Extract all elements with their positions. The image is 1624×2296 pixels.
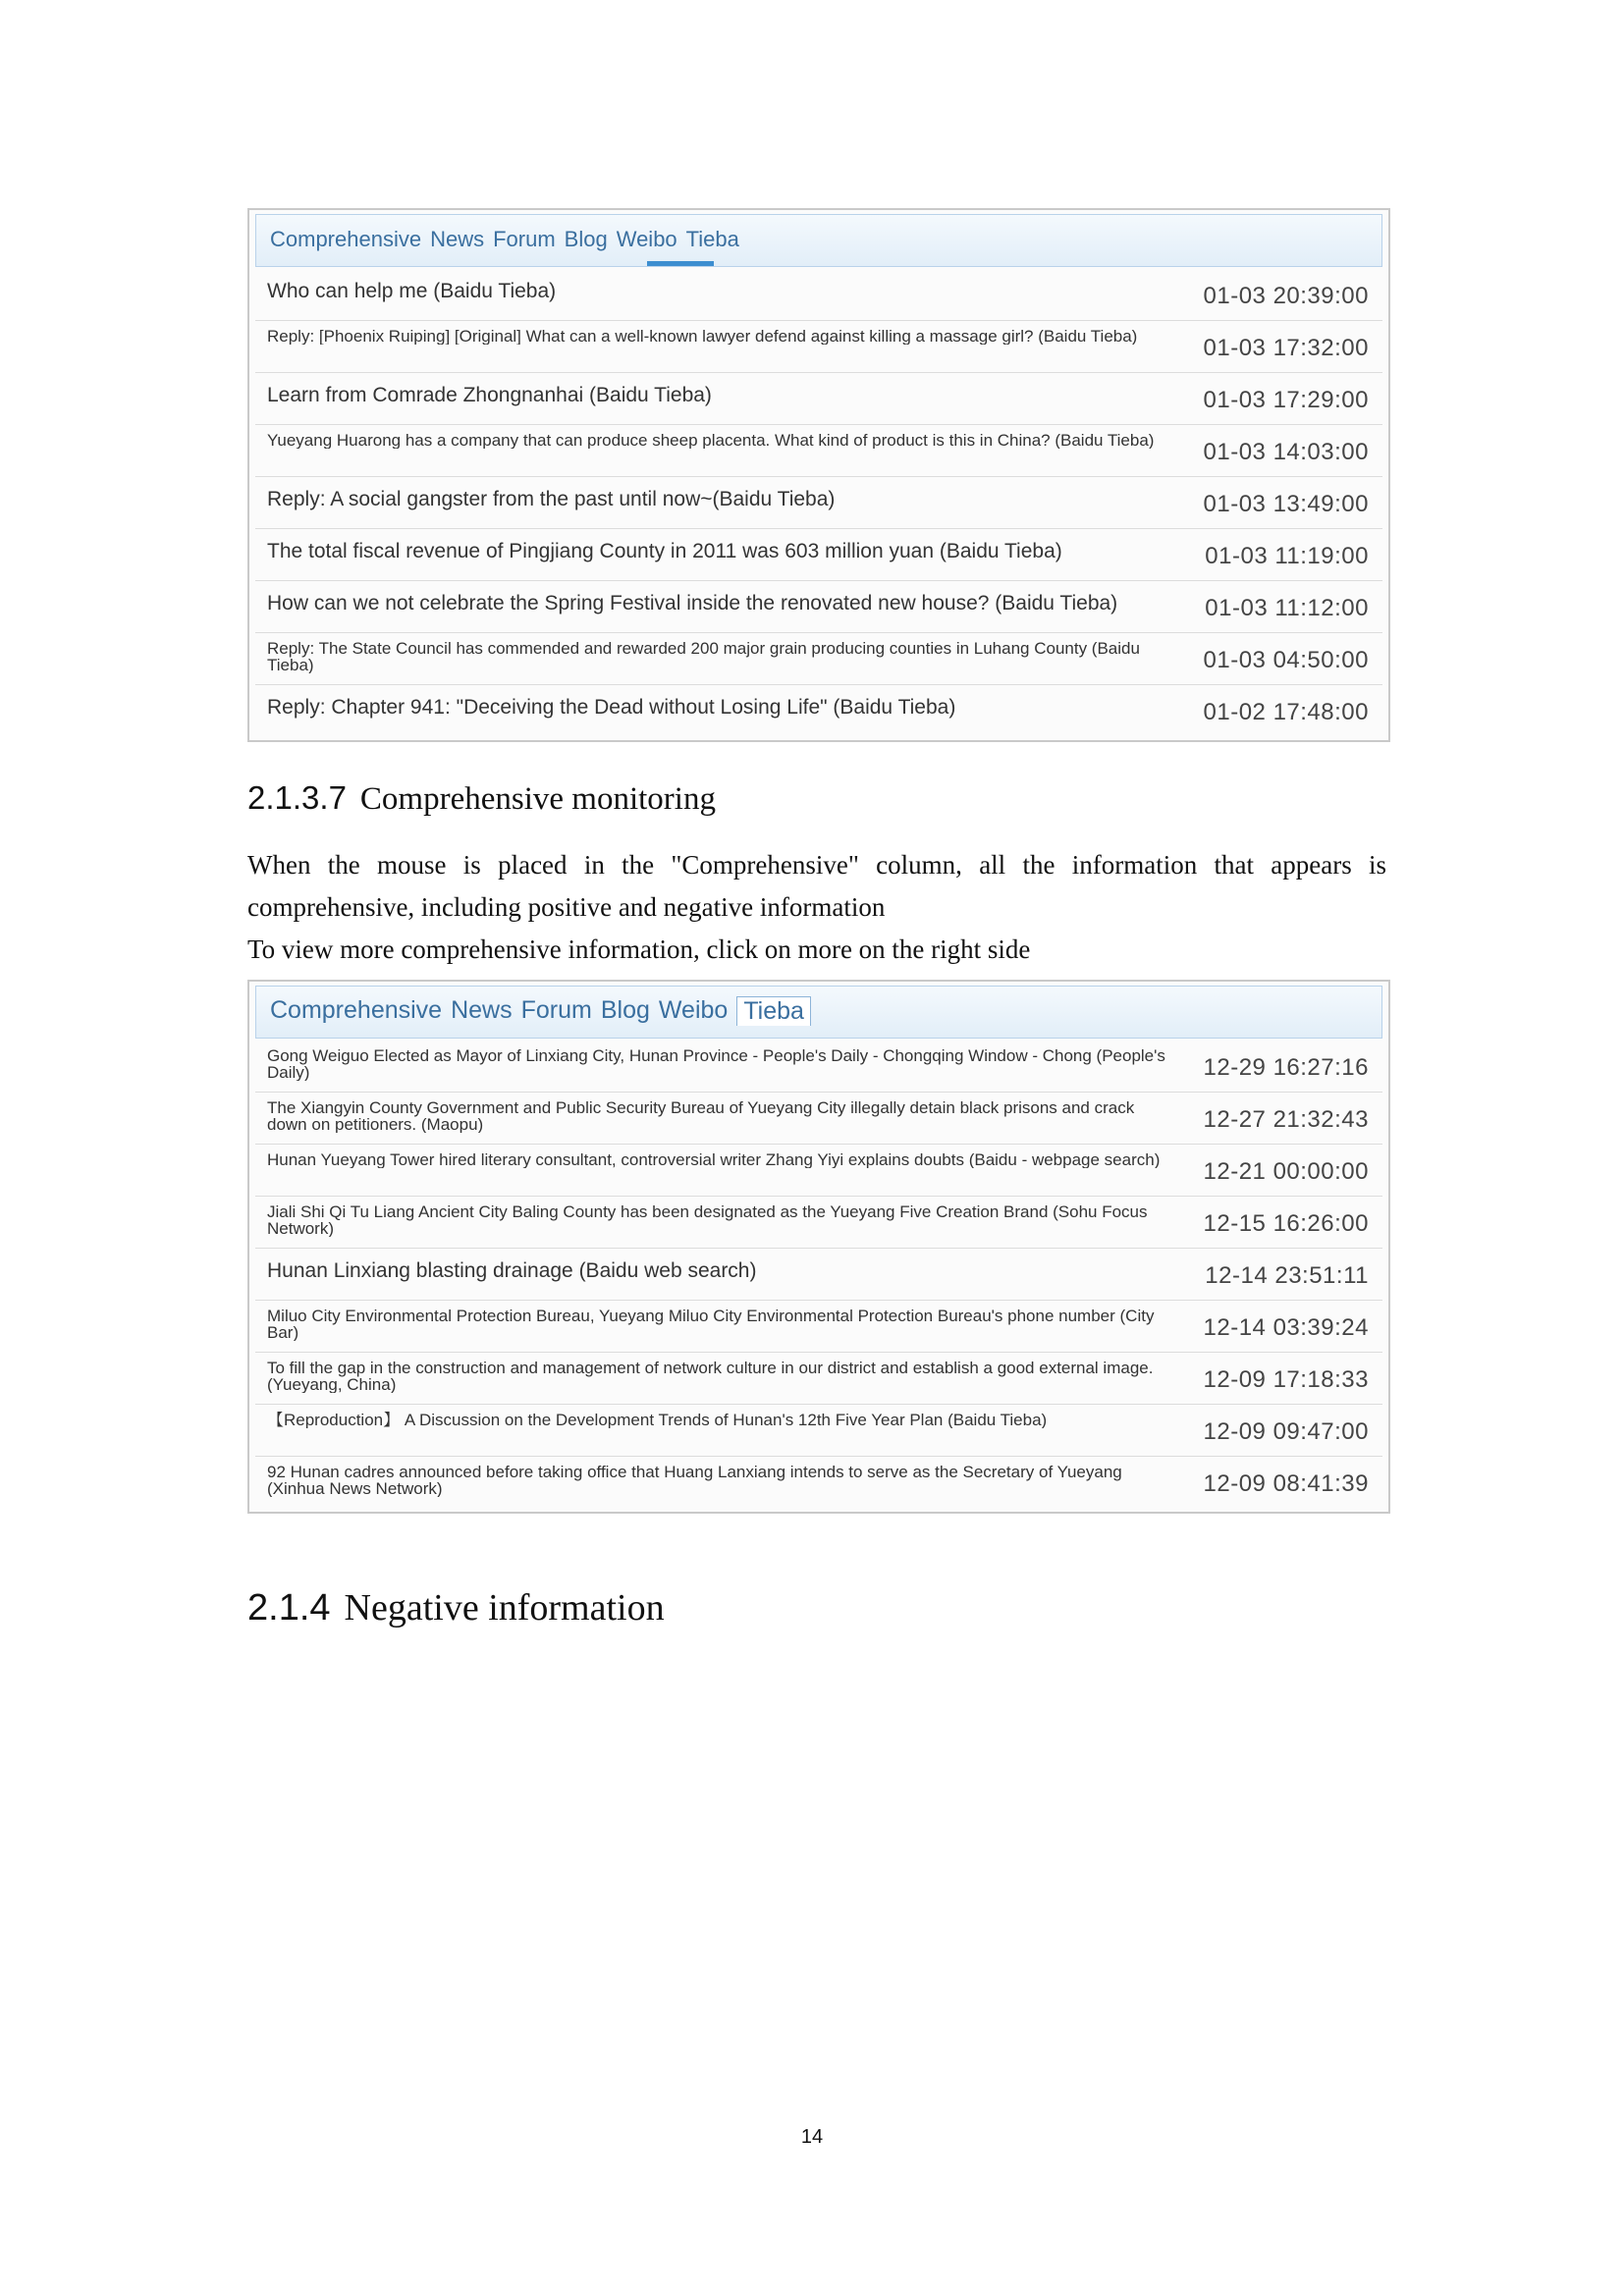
- item-time: 12-14 03:39:24: [1203, 1314, 1369, 1341]
- item-time: 01-03 17:29:00: [1203, 387, 1369, 413]
- item-time: 12-29 16:27:16: [1203, 1054, 1369, 1081]
- item-time: 01-03 11:19:00: [1205, 543, 1369, 569]
- item-time: 12-21 00:00:00: [1203, 1158, 1369, 1185]
- section-heading-214: [247, 1586, 665, 1629]
- item-time: 12-27 21:32:43: [1203, 1106, 1369, 1133]
- item-title[interactable]: How can we not celebrate the Spring Festival inside the renovated new house? (Baidu Tieba): [267, 592, 1118, 614]
- list-item[interactable]: [255, 321, 1382, 373]
- category-tab-bar: [255, 214, 1382, 267]
- paragraph-comprehensive-description: When the mouse is placed in the "Comprehensive" column, all the information that appears is comprehensive, including positive and negative information: [247, 850, 1386, 922]
- list-item[interactable]: [255, 633, 1382, 685]
- item-title[interactable]: Reply: A social gangster from the past until now~(Baidu Tieba): [267, 488, 836, 510]
- list-item[interactable]: [255, 1041, 1382, 1093]
- item-time: 01-03 11:12:00: [1205, 595, 1369, 621]
- list-item[interactable]: [255, 1405, 1382, 1457]
- tab-list: [270, 996, 811, 1026]
- list-item[interactable]: [255, 1093, 1382, 1145]
- list-item[interactable]: [255, 1457, 1382, 1508]
- list-item[interactable]: [255, 1249, 1382, 1301]
- list-item[interactable]: [255, 581, 1382, 633]
- tab-tieba[interactable]: Tieba: [736, 996, 811, 1026]
- item-time: 01-03 17:32:00: [1203, 335, 1369, 361]
- item-title[interactable]: The total fiscal revenue of Pingjiang County in 2011 was 603 million yuan (Baidu Tieba): [267, 540, 1062, 562]
- tab-blog[interactable]: Blog: [600, 996, 650, 1024]
- item-title[interactable]: 【Reproduction】 A Discussion on the Development Trends of Hunan's 12th Five Year Plan (Baidu Tieba): [267, 1412, 1048, 1428]
- item-title[interactable]: 92 Hunan cadres announced before taking office that Huang Lanxiang intends to serve as the Secretary of Yueyang (Xinhua News Network): [267, 1464, 1122, 1497]
- item-title[interactable]: Yueyang Huarong has a company that can produce sheep placenta. What kind of product is this in China? (Baidu Tieba): [267, 432, 1155, 449]
- list-item[interactable]: [255, 1301, 1382, 1353]
- list-item[interactable]: [255, 685, 1382, 736]
- comprehensive-monitor-panel: [247, 980, 1390, 1514]
- tab-blog[interactable]: Blog: [564, 227, 608, 251]
- item-title[interactable]: Who can help me (Baidu Tieba): [267, 280, 557, 302]
- item-time: 12-09 09:47:00: [1203, 1418, 1369, 1445]
- item-title[interactable]: The Xiangyin County Government and Public Security Bureau of Yueyang City illegally detain black prisons and crack down on petitioners. (Maopu): [267, 1099, 1135, 1133]
- item-time: 01-02 17:48:00: [1203, 699, 1369, 725]
- item-time: 12-09 17:18:33: [1203, 1366, 1369, 1393]
- item-title[interactable]: Jiali Shi Qi Tu Liang Ancient City Baling County has been designated as the Yueyang Five Creation Brand (Sohu Focus Network): [267, 1203, 1148, 1237]
- item-title[interactable]: Hunan Yueyang Tower hired literary consultant, controversial writer Zhang Yiyi explains doubts (Baidu - webpage search): [267, 1151, 1161, 1168]
- tab-comprehensive[interactable]: Comprehensive: [270, 996, 443, 1024]
- tab-news[interactable]: News: [430, 227, 485, 251]
- list-item[interactable]: [255, 373, 1382, 425]
- tab-forum[interactable]: Forum: [493, 227, 556, 251]
- paragraph-view-more: To view more comprehensive information, click on more on the right side: [247, 934, 1031, 964]
- list-item[interactable]: [255, 1197, 1382, 1249]
- item-time: 01-03 14:03:00: [1203, 439, 1369, 465]
- tab-weibo[interactable]: Weibo: [658, 996, 729, 1024]
- item-title[interactable]: Gong Weiguo Elected as Mayor of Linxiang City, Hunan Province - People's Daily - Chongqing Window - Chong (People's Daily): [267, 1047, 1165, 1081]
- section-title: Negative information: [344, 1587, 665, 1629]
- item-title[interactable]: Reply: Chapter 941: "Deceiving the Dead without Losing Life" (Baidu Tieba): [267, 696, 956, 719]
- item-title[interactable]: Learn from Comrade Zhongnanhai (Baidu Tieba): [267, 384, 712, 406]
- list-item[interactable]: [255, 529, 1382, 581]
- list-item[interactable]: [255, 1353, 1382, 1405]
- item-title[interactable]: Reply: The State Council has commended and rewarded 200 major grain producing counties in Luhang County (Baidu Tieba): [267, 640, 1140, 673]
- page-number: 14: [800, 2126, 824, 2148]
- tab-comprehensive[interactable]: Comprehensive: [270, 227, 422, 251]
- result-list: [255, 1041, 1382, 1508]
- category-tab-bar: [255, 986, 1382, 1039]
- section-number: 2.1.4: [247, 1587, 331, 1629]
- result-list: [255, 269, 1382, 736]
- item-time: 12-14 23:51:11: [1205, 1262, 1369, 1289]
- list-item[interactable]: [255, 269, 1382, 321]
- tab-list: [270, 227, 739, 252]
- tab-weibo[interactable]: Weibo: [616, 227, 677, 251]
- tab-forum[interactable]: Forum: [520, 996, 592, 1024]
- list-item[interactable]: [255, 477, 1382, 529]
- item-title[interactable]: Reply: [Phoenix Ruiping] [Original] What can a well-known lawyer defend against killing a massage girl? (Baidu Tieba): [267, 328, 1138, 345]
- item-title[interactable]: Hunan Linxiang blasting drainage (Baidu web search): [267, 1259, 757, 1282]
- section-number: 2.1.3.7: [247, 779, 347, 816]
- list-item[interactable]: [255, 1145, 1382, 1197]
- item-title[interactable]: To fill the gap in the construction and management of network culture in our district and establish a good external image. (Yueyang, China): [267, 1360, 1154, 1393]
- list-item[interactable]: [255, 425, 1382, 477]
- item-time: 01-03 13:49:00: [1203, 491, 1369, 517]
- item-time: 01-03 04:50:00: [1203, 647, 1369, 673]
- section-title: Comprehensive monitoring: [359, 781, 716, 817]
- tab-news[interactable]: News: [451, 996, 513, 1024]
- tieba-monitor-panel: [247, 208, 1390, 742]
- item-title[interactable]: Miluo City Environmental Protection Bureau, Yueyang Miluo City Environmental Protection Bureau's phone number (City Bar): [267, 1308, 1155, 1341]
- tab-tieba[interactable]: Tieba: [685, 227, 739, 251]
- section-heading-2137: [247, 779, 716, 818]
- item-time: 01-03 20:39:00: [1203, 283, 1369, 309]
- active-tab-indicator: [647, 261, 714, 266]
- item-time: 12-15 16:26:00: [1203, 1210, 1369, 1237]
- item-time: 12-09 08:41:39: [1203, 1470, 1369, 1497]
